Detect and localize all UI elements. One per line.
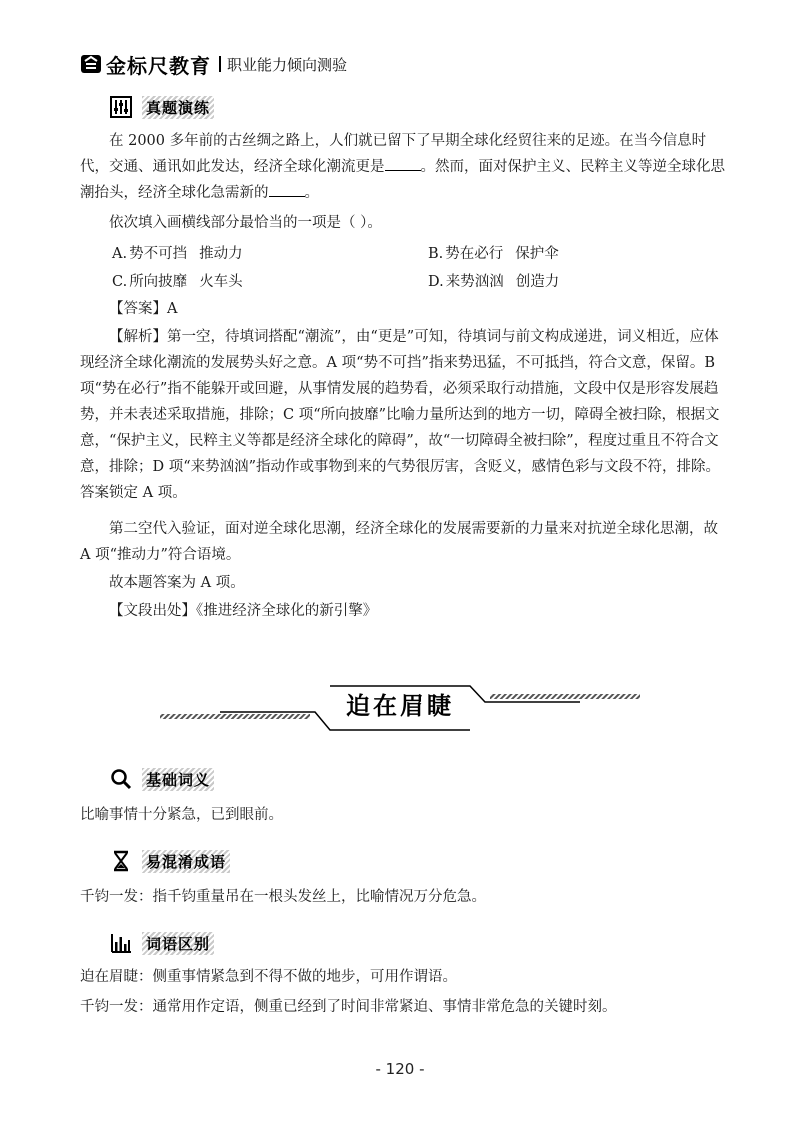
header-divider xyxy=(219,56,221,72)
distinction-text-1: 迫在眉睫：侧重事情紧急到不得不做的地步，可用作谓语。 xyxy=(80,969,457,985)
confusable-heading xyxy=(110,848,230,874)
question-stem xyxy=(80,128,726,206)
option-c: C. 所向披靡 火车头 xyxy=(112,274,243,290)
brand-name: 金标尺教育 xyxy=(106,53,211,78)
basic-meaning-title: 基础词义 xyxy=(142,768,214,791)
idiom-title: 迫在眉睫 xyxy=(346,691,454,720)
distinction-text-2: 千钧一发：通常用作定语，侧重已经到了时间非常紧迫、事情非常危急的关键时刻。 xyxy=(80,999,617,1015)
distinction-title: 词语区别 xyxy=(142,932,214,955)
practice-section-heading xyxy=(110,94,214,120)
answer-line: 【答案】A xyxy=(109,301,178,317)
source-line xyxy=(80,598,726,624)
source-text: 《推进经济全球化的新引擎》 xyxy=(196,603,378,619)
option-a: A. 势不可挡 推动力 xyxy=(112,246,243,262)
distinction-heading xyxy=(110,930,214,956)
brand-logo-icon xyxy=(80,53,102,75)
page-header xyxy=(80,48,347,80)
option-d: D. 来势汹汹 创造力 xyxy=(428,274,560,290)
analysis-paragraph-2: 第二空代入验证，面对逆全球化思潮，经济全球化的发展需要新的力量来对抗逆全球化思潮，故 A 项“推动力”符合语境。 xyxy=(80,521,718,563)
question-text-3: 。 xyxy=(304,185,319,201)
conclusion-line: 故本题答案为 A 项。 xyxy=(109,575,245,591)
answer-blank-2 xyxy=(269,182,305,197)
hourglass-icon xyxy=(110,850,132,872)
practice-section-title: 真题演练 xyxy=(142,96,214,119)
answer-blank-1 xyxy=(385,156,421,171)
equalizer-icon xyxy=(110,96,132,118)
analysis-paragraph-1: 【解析】第一空，待填词搭配“潮流”，由“更是”可知，待填词与前文构成递进，词义相近，应体现经济全球化潮流的发展势头好之意。A 项“势不可挡”指来势迅猛，不可抵挡，符合文意，保留。B 项“势在必行”指不能躲开或回避，从事情发展的趋势看，必须采取行动措施，文段中仅是形容发展趋势，并未表述采取措施，排除；C 项“所向披靡”比喻力量所达到的地方一切，障碍全被扫除，根据文意，“保护主义，民粹主义等都是经济全球化的障碍”，故“一切障碍全被扫除”，程度过重且不符合文意，排除；D 项“来势汹汹”指动作或事物到来的气势很厉害，含贬义，感情色彩与文段不符，排除。答案锁定 A 项。 xyxy=(80,329,721,501)
basic-meaning-text: 比喻事情十分紧急，已到眼前。 xyxy=(80,807,283,823)
basic-meaning-heading xyxy=(110,766,214,792)
question-text-2: 。然而，面对保护主义、民粹主义等逆全球化思潮抬头，经济全球化急需新的 xyxy=(80,159,725,201)
question-text-1: 在 2000 多年前的古丝绸之路上，人们就已留下了早期全球化经贸往来的足迹。在当今信息时代，交通、通讯如此发达，经济全球化潮流更是 xyxy=(80,133,707,175)
question-prompt: 依次填入画横线部分最恰当的一项是（ ）。 xyxy=(109,215,382,231)
option-b: B. 势在必行 保护伞 xyxy=(428,246,559,262)
page-number: - 120 - xyxy=(375,1060,425,1078)
source-label: 【文段出处】 xyxy=(109,603,196,619)
confusable-title: 易混淆成语 xyxy=(142,850,230,873)
confusable-text: 千钧一发：指千钧重量吊在一根头发丝上，比喻情况万分危急。 xyxy=(80,889,486,905)
bar-chart-icon xyxy=(110,932,132,954)
header-subtitle: 职业能力倾向测验 xyxy=(227,55,348,74)
magnifier-icon xyxy=(110,768,132,790)
